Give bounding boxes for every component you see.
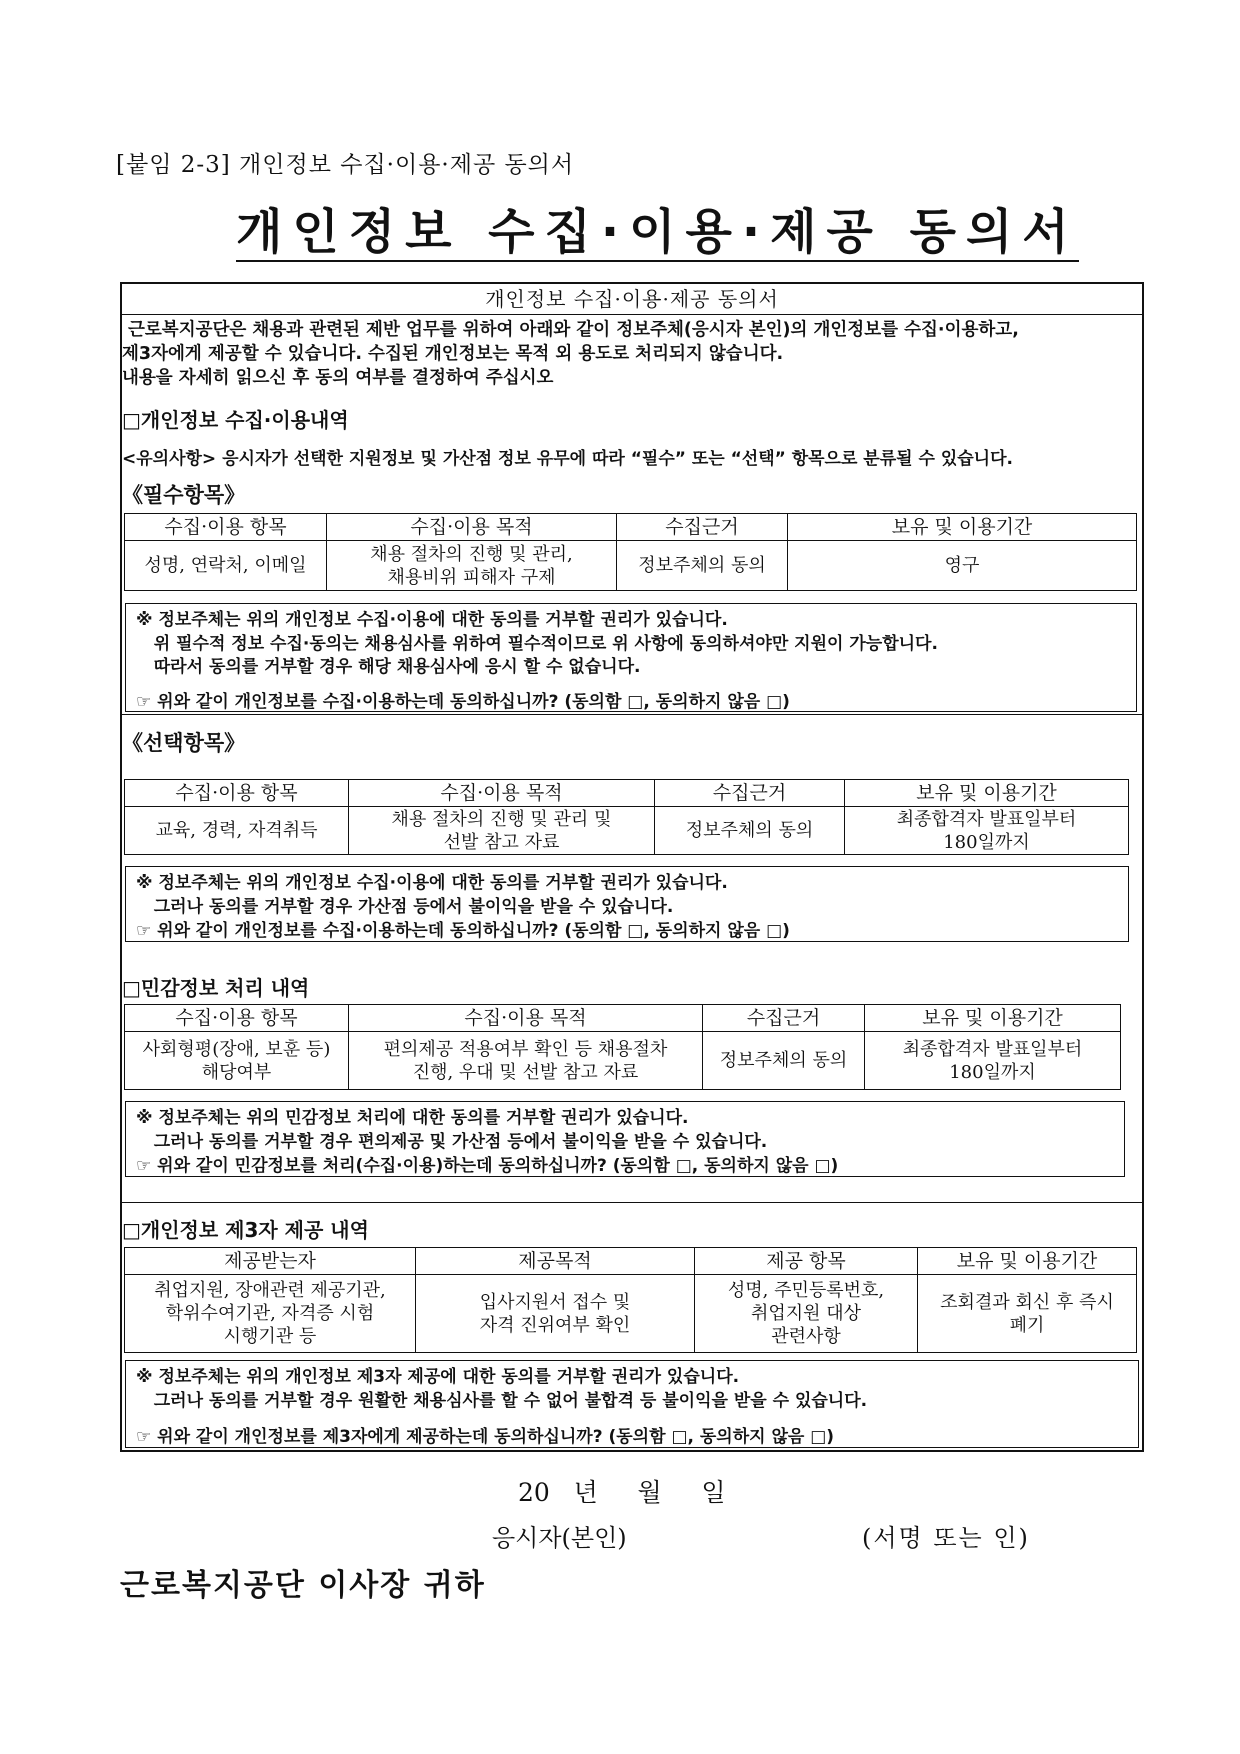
column-header: 보유 및 이용기간: [865, 1005, 1121, 1032]
required-consent-question[interactable]: ☞ 위와 같이 개인정보를 수집·이용하는데 동의하십니까? (동의함 □, 동의하지 않음 □): [136, 692, 790, 712]
sensitive-notice-1: ※ 정보주체는 위의 민감정보 처리에 대한 동의를 거부할 권리가 있습니다.: [136, 1108, 689, 1128]
table-cell: 사회형평(장애, 보훈 등) 해당여부: [125, 1032, 349, 1090]
section-collection-title: □개인정보 수집·이용내역: [122, 408, 349, 432]
table-cell: 정보주체의 동의: [617, 541, 788, 591]
table-cell: 취업지원, 장애관련 제공기관, 학위수여기관, 자격증 시험 시행기관 등: [125, 1275, 416, 1353]
column-header: 수집·이용 항목: [125, 780, 349, 807]
table-row: [125, 1032, 1121, 1090]
applicant-label: 응시자(본인): [492, 1524, 627, 1552]
table-cell: 정보주체의 동의: [655, 807, 845, 855]
column-header: 제공목적: [416, 1248, 695, 1275]
column-header: 수집근거: [617, 514, 788, 541]
table-header-row: [125, 780, 1129, 807]
caution-text: <유의사항> 응시자가 선택한 지원정보 및 가산점 정보 유무에 따라 “필수” 또는 “선택” 항목으로 분류될 수 있습니다.: [122, 449, 1013, 469]
table-cell: 채용 절차의 진행 및 관리, 채용비위 피해자 구제: [327, 541, 617, 591]
column-header: 수집·이용 목적: [327, 514, 617, 541]
column-header: 제공 항목: [695, 1248, 918, 1275]
table-cell: 최종합격자 발표일부터 180일까지: [845, 807, 1129, 855]
intro-line-3: 내용을 자세히 읽으신 후 동의 여부를 결정하여 주십시오: [122, 368, 554, 388]
optional-consent-question[interactable]: ☞ 위와 같이 개인정보를 수집·이용하는데 동의하십니까? (동의함 □, 동의하지 않음 □): [136, 921, 790, 941]
optional-notice-1: ※ 정보주체는 위의 개인정보 수집·이용에 대한 동의를 거부할 권리가 있습니다.: [136, 873, 728, 893]
table-row: [125, 807, 1129, 855]
consent-form: [120, 282, 1144, 1452]
column-header: 보유 및 이용기간: [788, 514, 1137, 541]
table-row: [125, 1275, 1137, 1353]
table-cell: 조회결과 회신 후 즉시 폐기: [918, 1275, 1137, 1353]
column-header: 수집근거: [655, 780, 845, 807]
table-cell: 편의제공 적용여부 확인 등 채용절차 진행, 우대 및 선발 참고 자료: [349, 1032, 703, 1090]
third-party-notice-2: 그러나 동의를 거부할 경우 원활한 채용심사를 할 수 없어 불합격 등 불이익을 받을 수 있습니다.: [136, 1391, 868, 1411]
required-notice-1: ※ 정보주체는 위의 개인정보 수집·이용에 대한 동의를 거부할 권리가 있습니다.: [136, 610, 728, 630]
intro-line-2: 제3자에게 제공할 수 있습니다. 수집된 개인정보는 목적 외 용도로 처리되지 않습니다.: [122, 344, 784, 364]
table-header-row: [125, 1005, 1121, 1032]
column-header: 수집·이용 목적: [349, 1005, 703, 1032]
form-header: 개인정보 수집·이용·제공 동의서: [122, 284, 1142, 315]
column-header: 수집·이용 항목: [125, 514, 327, 541]
required-table: [124, 513, 1137, 591]
section-divider: [122, 1202, 1142, 1203]
sensitive-consent-question[interactable]: ☞ 위와 같이 민감정보를 처리(수집·이용)하는데 동의하십니까? (동의함 □, 동의하지 않음 □): [136, 1156, 839, 1176]
sensitive-notice-2: 그러나 동의를 거부할 경우 편의제공 및 가산점 등에서 불이익을 받을 수 있습니다.: [136, 1132, 768, 1152]
column-header: 수집·이용 항목: [125, 1005, 349, 1032]
third-party-notice-1: ※ 정보주체는 위의 개인정보 제3자 제공에 대한 동의를 거부할 권리가 있습니다.: [136, 1367, 740, 1387]
column-header: 수집근거: [703, 1005, 865, 1032]
section-divider: [122, 714, 1142, 715]
table-cell: 성명, 연락처, 이메일: [125, 541, 327, 591]
table-header-row: [125, 1248, 1137, 1275]
column-header: 수집·이용 목적: [349, 780, 655, 807]
attachment-label: [붙임 2-3] 개인정보 수집·이용·제공 동의서: [116, 152, 575, 178]
column-header: 제공받는자: [125, 1248, 416, 1275]
sensitive-table: [124, 1004, 1121, 1090]
table-cell: 교육, 경력, 자격취득: [125, 807, 349, 855]
intro-line-1: 근로복지공단은 채용과 관련된 제반 업무를 위하여 아래와 같이 정보주체(응시자 본인)의 개인정보를 수집·이용하고,: [128, 320, 1019, 340]
third-party-consent-question[interactable]: ☞ 위와 같이 개인정보를 제3자에게 제공하는데 동의하십니까? (동의함 □, 동의하지 않음 □): [136, 1427, 835, 1447]
optional-notice-2: 그러나 동의를 거부할 경우 가산점 등에서 불이익을 받을 수 있습니다.: [136, 897, 674, 917]
required-title: 《필수항목》: [122, 483, 246, 507]
table-cell: 영구: [788, 541, 1137, 591]
table-cell: 채용 절차의 진행 및 관리 및 선발 참고 자료: [349, 807, 655, 855]
date-line[interactable]: 20 년 월 일: [518, 1478, 726, 1507]
column-header: 보유 및 이용기간: [918, 1248, 1137, 1275]
optional-table: [124, 779, 1129, 855]
table-cell: 최종합격자 발표일부터 180일까지: [865, 1032, 1121, 1090]
table-cell: 성명, 주민등록번호, 취업지원 대상 관련사항: [695, 1275, 918, 1353]
table-header-row: [125, 514, 1137, 541]
column-header: 보유 및 이용기간: [845, 780, 1129, 807]
signature-label[interactable]: (서명 또는 인): [862, 1524, 1030, 1552]
sensitive-title: □민감정보 처리 내역: [122, 976, 310, 1000]
third-party-table: [124, 1247, 1137, 1353]
third-party-title: □개인정보 제3자 제공 내역: [122, 1218, 369, 1242]
addressee: 근로복지공단 이사장 귀하: [120, 1568, 486, 1603]
table-cell: 입사지원서 접수 및 자격 진위여부 확인: [416, 1275, 695, 1353]
table-cell: 정보주체의 동의: [703, 1032, 865, 1090]
required-notice-3: 따라서 동의를 거부할 경우 해당 채용심사에 응시 할 수 없습니다.: [136, 657, 641, 677]
required-notice-2: 위 필수적 정보 수집·동의는 채용심사를 위하여 필수적이므로 위 사항에 동의하셔야만 지원이 가능합니다.: [136, 634, 938, 654]
optional-title: 《선택항목》: [122, 731, 246, 755]
table-row: [125, 541, 1137, 591]
document-title: 개인정보 수집·이용·제공 동의서: [236, 204, 1079, 260]
